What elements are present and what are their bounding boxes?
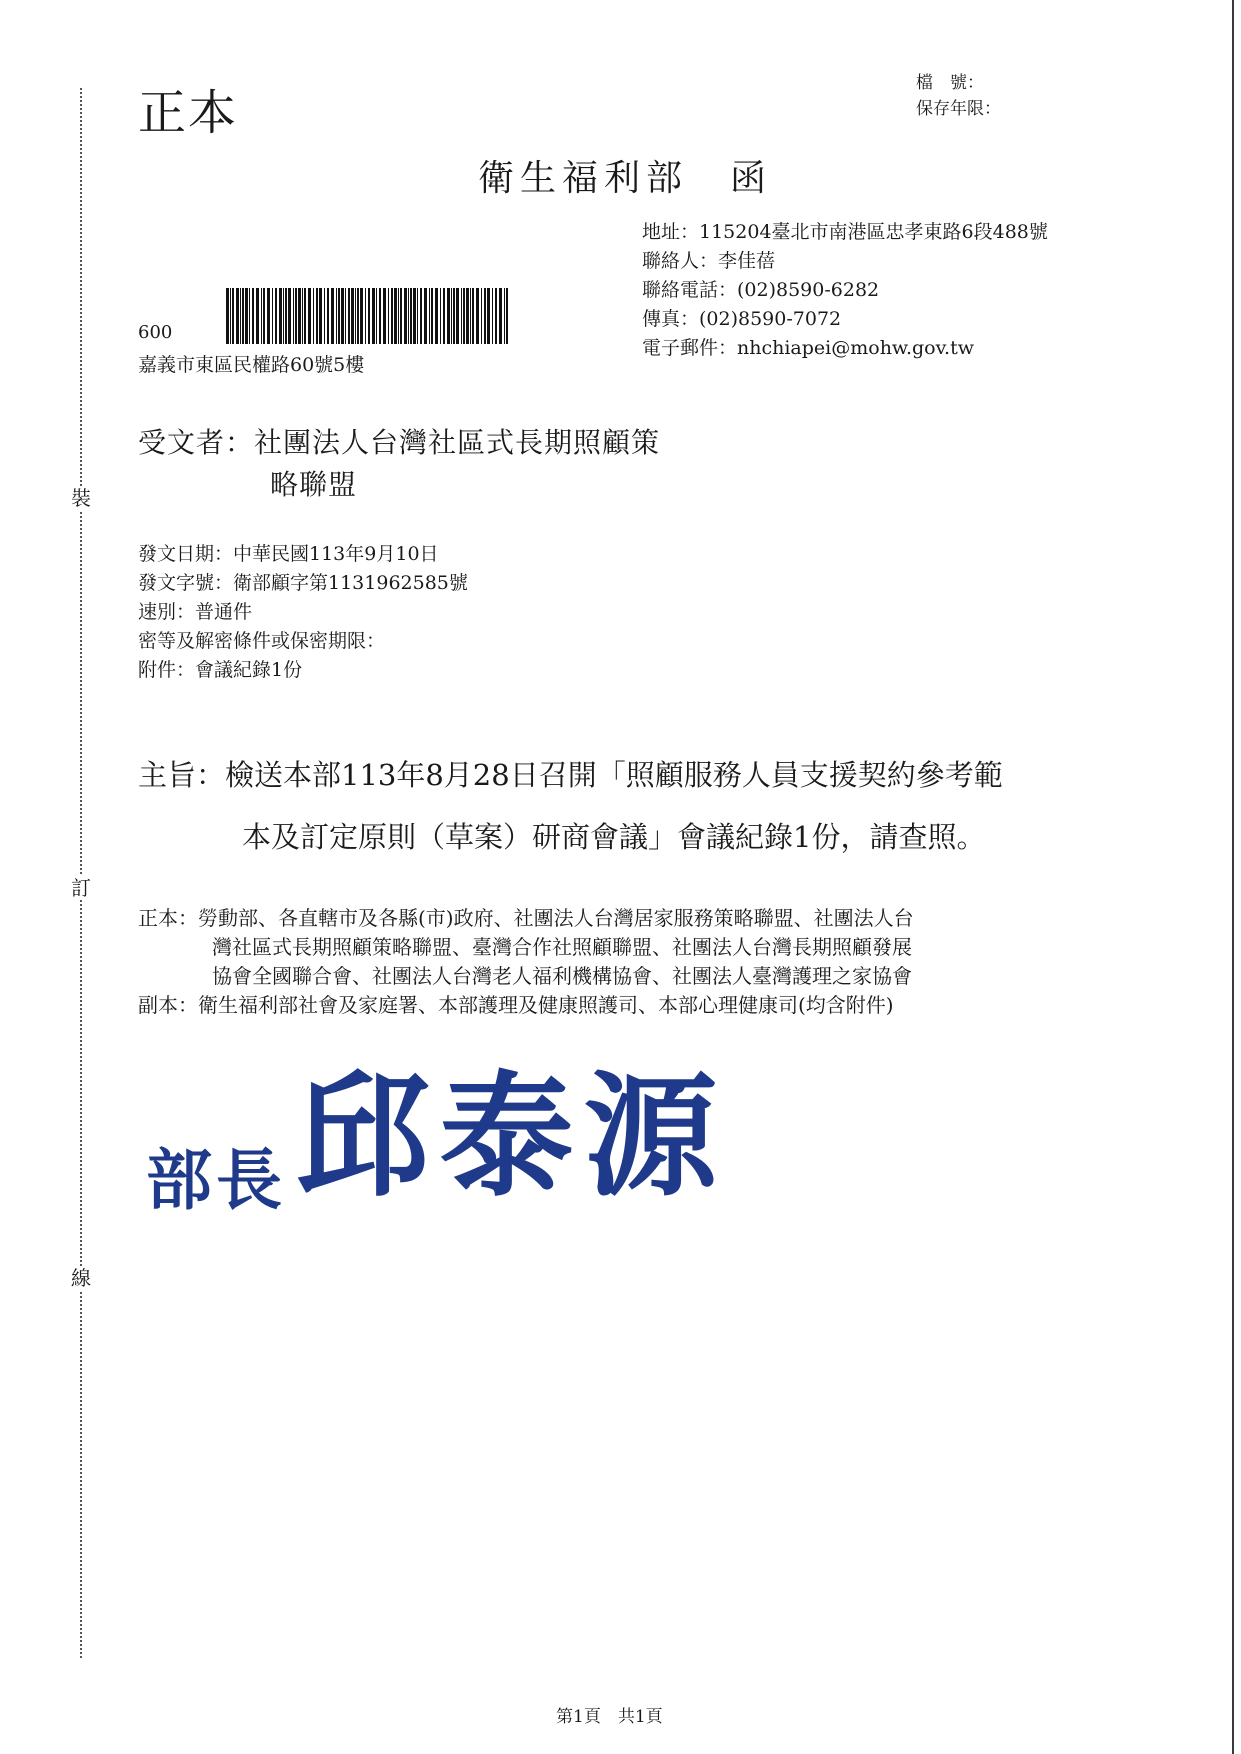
barcode-bar <box>341 288 344 344</box>
subject-line-2: 本及訂定原則（草案）研商會議」會議紀錄1份，請查照。 <box>242 820 986 854</box>
binding-mark-3: 線 <box>71 1266 91 1290</box>
barcode-bar <box>431 288 433 344</box>
document-meta <box>138 540 468 685</box>
attachment: 附件：會議紀錄1份 <box>138 659 303 681</box>
barcode-bar <box>368 288 370 344</box>
barcode-bar <box>236 288 239 344</box>
seal-label: 正本 <box>138 85 239 141</box>
barcode-bar <box>506 288 508 344</box>
barcode-bar <box>372 288 375 344</box>
barcode-bar <box>447 288 450 344</box>
contact-phone: 聯絡電話：(02)8590-6282 <box>642 279 880 301</box>
subject <box>138 744 1003 868</box>
minister-signature-stamp <box>146 1030 728 1222</box>
barcode-bar <box>285 288 287 344</box>
page-number: 第1頁 共1頁 <box>556 1707 663 1727</box>
barcode-bar <box>499 288 502 344</box>
barcode-bar <box>383 288 386 344</box>
barcode-bar <box>357 288 359 344</box>
binding-mark-1: 裝 <box>71 486 91 510</box>
barcode-bar <box>327 288 329 344</box>
barcode-bar <box>245 288 248 344</box>
barcode-bar <box>275 288 277 344</box>
barcode-bar <box>348 288 350 344</box>
barcode-bar <box>365 288 366 344</box>
original-recipients-line-3: 協會全國聯合會、社團法人台灣老人福利機構協會、社團法人臺灣護理之家協會 <box>212 964 912 988</box>
barcode-bar <box>304 288 306 344</box>
barcode-bar <box>242 288 244 344</box>
barcode-bar <box>440 288 441 344</box>
copy-recipients: 副本：衛生福利部社會及家庭署、本部護理及健康照護司、本部心理健康司(均含附件) <box>138 993 894 1017</box>
barcode-bar <box>345 288 346 344</box>
barcode-bar <box>484 288 486 344</box>
barcode-bar <box>463 288 465 344</box>
barcode-bar <box>466 288 469 344</box>
barcode-bar <box>398 288 399 344</box>
distribution-list <box>138 904 914 1020</box>
barcode-bar <box>476 288 479 344</box>
barcode-bar <box>355 288 356 344</box>
binding-dotted-line <box>80 88 82 1658</box>
original-recipients-line-2: 灣社區式長期照顧策略聯盟、臺灣合作社照顧聯盟、社團法人台灣長期照顧發展 <box>212 935 912 959</box>
recipient-line-2: 略聯盟 <box>270 468 358 501</box>
barcode-bar <box>336 288 337 344</box>
barcode-bar <box>249 288 250 344</box>
barcode-bar <box>319 288 322 344</box>
barcode-bar <box>230 288 231 344</box>
scan-edge <box>1232 0 1234 1754</box>
barcode-bar <box>288 288 291 344</box>
barcode-bar <box>470 288 471 344</box>
barcode-bar <box>324 288 325 344</box>
barcode-bar <box>429 288 430 344</box>
binding-mark-2: 訂 <box>71 876 91 900</box>
barcode-bar <box>226 288 229 344</box>
contact-person: 聯絡人：李佳蓓 <box>642 250 776 272</box>
retention-label: 保存年限： <box>916 99 1001 119</box>
barcode-bar <box>400 288 402 344</box>
barcode-bar <box>408 288 409 344</box>
barcode-bar <box>420 288 422 344</box>
barcode-bar <box>424 288 427 344</box>
barcode-bar <box>472 288 474 344</box>
barcode-bar <box>308 288 311 344</box>
barcode-bar <box>453 288 455 344</box>
contact-fax: 傳真：(02)8590-7072 <box>642 308 842 330</box>
contact-block <box>642 218 1048 363</box>
barcode-bar <box>495 288 497 344</box>
barcode-bar <box>256 288 259 344</box>
contact-email: 電子郵件：nhchiapei@mohw.gov.tw <box>642 337 974 359</box>
barcode-bar <box>351 288 354 344</box>
contact-address: 地址：115204臺北市南港區忠孝東路6段488號 <box>642 221 1048 243</box>
barcode-bar <box>232 288 234 344</box>
barcode-bar <box>388 288 389 344</box>
barcode-bar <box>487 288 490 344</box>
barcode-bar <box>481 288 482 344</box>
barcode-bar <box>404 288 407 344</box>
mailing-address: 嘉義市東區民權路60號5樓 <box>138 354 365 376</box>
secrecy-level: 密等及解密條件或保密期限： <box>138 630 386 652</box>
barcode-bar <box>492 288 493 344</box>
barcode-bar <box>417 288 418 344</box>
barcode-bar <box>272 288 273 344</box>
postal-barcode <box>226 288 508 344</box>
signature-title: 部長 <box>146 1141 286 1219</box>
barcode-bar <box>413 288 416 344</box>
barcode-bar <box>313 288 314 344</box>
barcode-bar <box>376 288 377 344</box>
barcode-bar <box>263 288 265 344</box>
barcode-bar <box>252 288 254 344</box>
barcode-bar <box>456 288 459 344</box>
barcode-bar <box>293 288 294 344</box>
barcode-bar <box>379 288 381 344</box>
barcode-bar <box>461 288 462 344</box>
document-number: 發文字號：衛部顧字第1131962585號 <box>138 572 468 594</box>
issue-date: 發文日期：中華民國113年9月10日 <box>138 543 439 565</box>
barcode-bar <box>394 288 397 344</box>
document-title: 衛生福利部 函 <box>478 158 773 199</box>
barcode-bar <box>410 288 412 344</box>
recipient <box>138 422 660 506</box>
barcode-bar <box>391 288 393 344</box>
speed-class: 速別：普通件 <box>138 601 253 623</box>
subject-line-1: 主旨：檢送本部113年8月28日召開「照顧服務人員支援契約參考範 <box>138 758 1003 792</box>
mailing-zip: 600 <box>138 322 173 343</box>
barcode-bar <box>443 288 445 344</box>
barcode-bar <box>316 288 318 344</box>
file-no-label: 檔 號： <box>916 73 984 93</box>
barcode-bar <box>298 288 301 344</box>
barcode-bar <box>504 288 505 344</box>
barcode-bar <box>267 288 270 344</box>
barcode-bar <box>435 288 438 344</box>
barcode-bar <box>295 288 297 344</box>
barcode-bar <box>302 288 303 344</box>
barcode-bar <box>331 288 334 344</box>
original-recipients-line-1: 正本：勞動部、各直轄市及各縣(市)政府、社團法人台灣居家服務策略聯盟、社團法人台 <box>138 906 914 930</box>
file-meta <box>916 70 1001 122</box>
barcode-bar <box>360 288 363 344</box>
barcode-bar <box>261 288 262 344</box>
barcode-bar <box>240 288 241 344</box>
barcode-bar <box>283 288 284 344</box>
barcode-bar <box>279 288 282 344</box>
barcode-bar <box>338 288 340 344</box>
signature-name: 邱泰源 <box>295 1057 728 1215</box>
barcode-bar <box>451 288 452 344</box>
recipient-line-1: 受文者：社團法人台灣社區式長期照顧策 <box>138 426 661 459</box>
